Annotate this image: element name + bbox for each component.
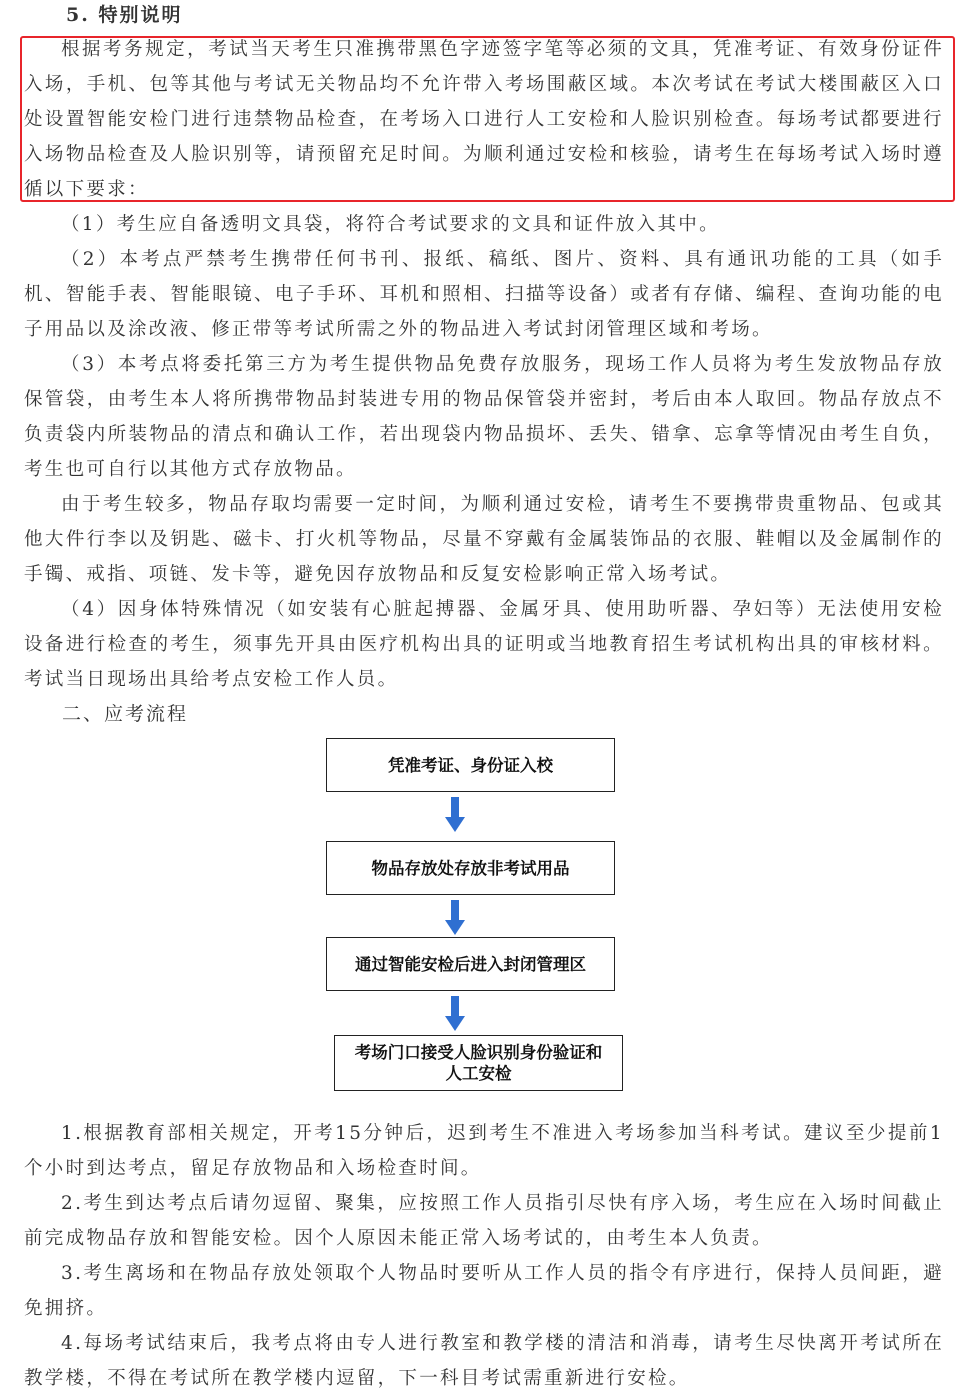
note-1: 1.根据教育部相关规定，开考15分钟后，迟到考生不准进入考场参加当科考试。建议至少提前1个小时到达考点，留足存放物品和入场检查时间。 [24,1123,944,1179]
flowchart [321,733,636,1103]
rule-2: （2）本考点严禁考生携带任何书刊、报纸、稿纸、图片、资料、具有通讯功能的工具（如手机、智能手表、智能眼镜、电子手环、耳机和照相、扫描等设备）或者有存储、编程、查询功能的电子用品以及涂改液、修正带等考试所需之外的物品进入考试封闭管理区域和考场。 [24,249,944,340]
flow-step-2 [326,841,615,895]
down-arrow-icon [445,797,465,833]
down-arrow-icon [445,996,465,1032]
flow-step-3-label: 通过智能安检后进入封闭管理区 [355,954,586,974]
down-arrow-icon [445,900,465,936]
flow-step-3 [326,937,615,991]
highlighted-paragraph: 根据考务规定，考试当天考生只准携带黑色字迹签字笔等必须的文具，凭准考证、有效身份证件入场，手机、包等其他与考试无关物品均不允许带入考场围蔽区域。本次考试在考试大楼围蔽区入口处设置智能安检门进行违禁物品检查，在考场入口进行人工安检和人脸识别检查。每场考试都要进行入场物品检查及人脸识别等，请预留充足时间。为顺利通过安检和核验，请考生在每场考试入场时遵循以下要求： [24,39,944,200]
process-heading: 二、应考流程 [62,703,189,725]
rule-4: （4）因身体特殊情况（如安装有心脏起搏器、金属牙具、使用助听器、孕妇等）无法使用安检设备进行检查的考生，须事先开具由医疗机构出具的证明或当地教育招生考试机构出具的审核材料。考试当日现场出具给考点安检工作人员。 [24,599,944,690]
flow-step-2-label: 物品存放处存放非考试用品 [371,858,570,878]
note-4: 4.每场考试结束后，我考点将由专人进行教室和教学楼的清洁和消毒，请考生尽快离开考试所在教学楼，不得在考试所在教学楼内逗留，下一科目考试需重新进行安检。 [24,1333,944,1389]
rule-note: 由于考生较多，物品存取均需要一定时间，为顺利通过安检，请考生不要携带贵重物品、包或其他大件行李以及钥匙、磁卡、打火机等物品，尽量不穿戴有金属装饰品的衣服、鞋帽以及金属制作的手镯、戒指、项链、发卡等，避免因存放物品和反复安检影响正常入场考试。 [24,494,944,585]
note-3: 3.考生离场和在物品存放处领取个人物品时要听从工作人员的指令有序进行，保持人员间距，避免拥挤。 [24,1263,944,1319]
flow-step-4-label: 考场门口接受人脸识别身份验证和人工安检 [354,1043,603,1083]
section-heading: 5. 特别说明 [66,4,183,26]
rule-1: （1）考生应自备透明文具袋，将符合考试要求的文具和证件放入其中。 [61,214,720,235]
flow-step-4 [334,1035,623,1091]
flow-step-1-label: 凭准考证、身份证入校 [388,755,553,775]
note-2: 2.考生到达考点后请勿逗留、聚集，应按照工作人员指引尽快有序入场，考生应在入场时间截止前完成物品存放和智能安检。因个人原因未能正常入场考试的，由考生本人负责。 [24,1193,944,1249]
rule-3: （3）本考点将委托第三方为考生提供物品免费存放服务，现场工作人员将为考生发放物品存放保管袋，由考生本人将所携带物品封装进专用的物品保管袋并密封，考后由本人取回。物品存放点不负责袋内所装物品的清点和确认工作，若出现袋内物品损坏、丢失、错拿、忘拿等情况由考生自负，考生也可自行以其他方式存放物品。 [24,354,944,480]
flow-step-1 [326,738,615,792]
